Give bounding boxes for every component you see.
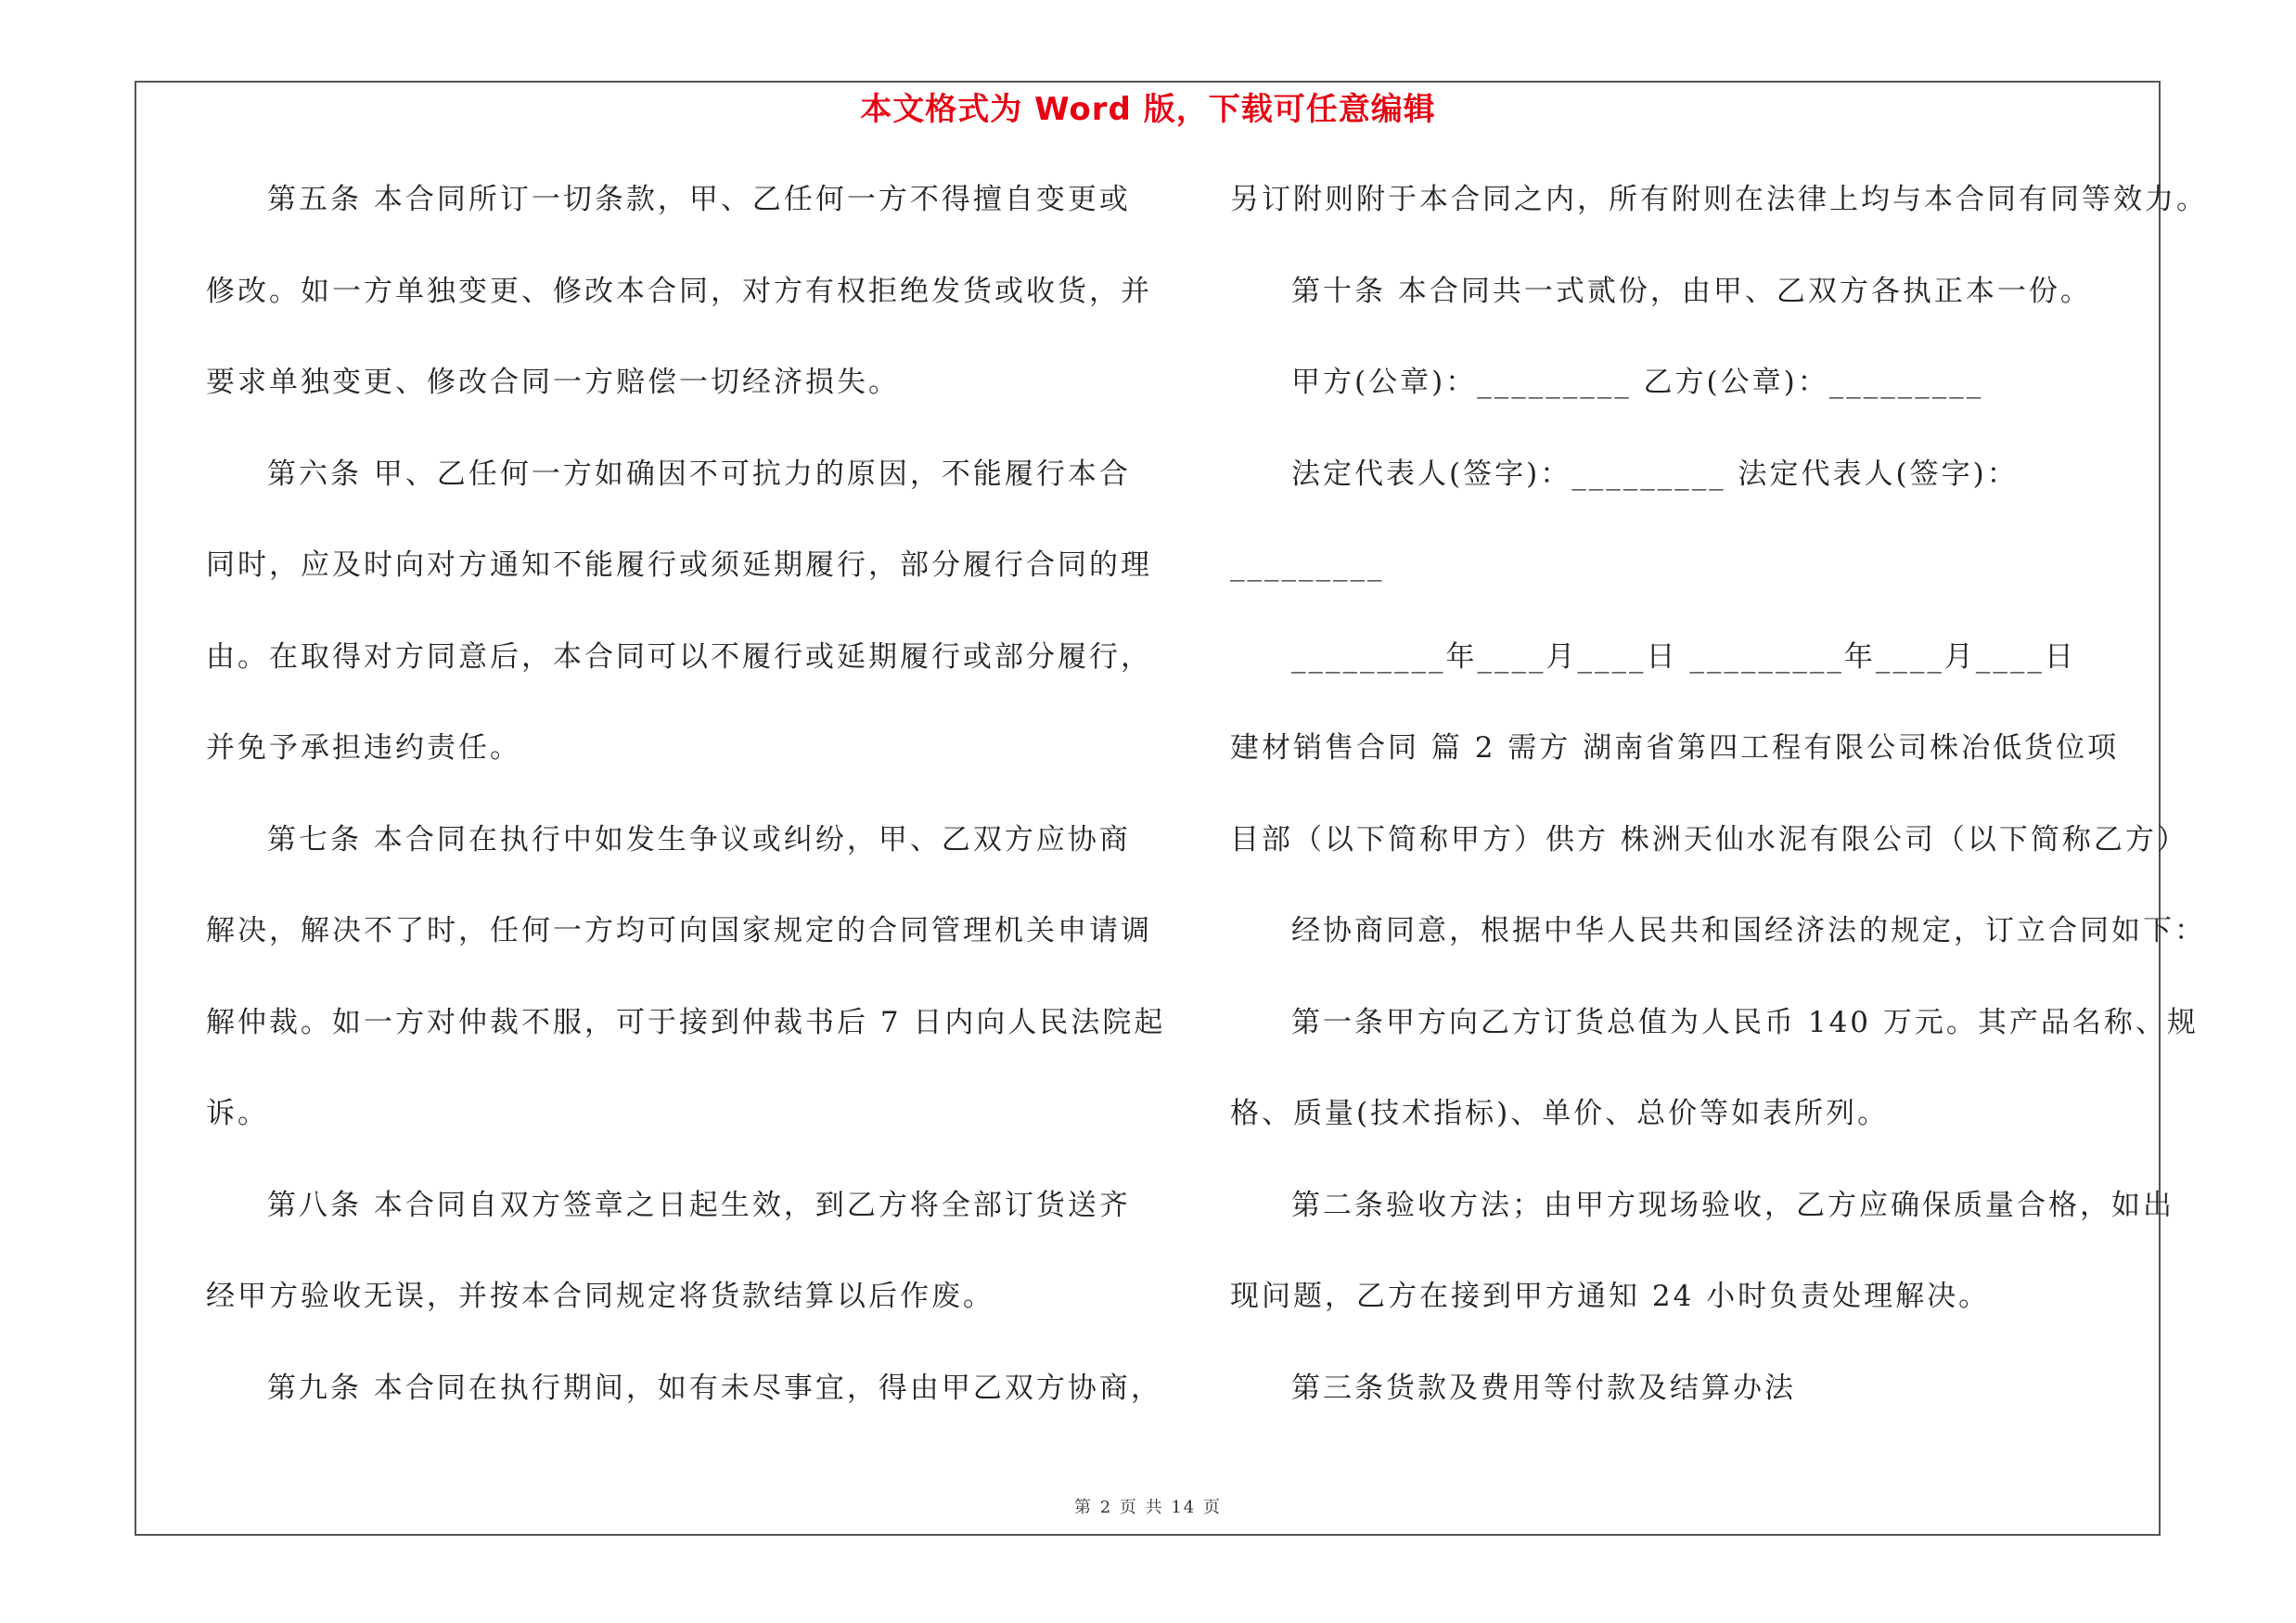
text-line: 经协商同意，根据中华人民共和国经济法的规定，订立合同如下：: [1291, 914, 2206, 947]
text-line: _________年____月____日 _________年____月____日: [1291, 639, 2076, 674]
text-line: 第二条验收方法；由甲方现场验收，乙方应确保质量合格，如出: [1291, 1188, 2174, 1222]
text-line: 第七条 本合同在执行中如发生争议或纠纷，甲、乙双方应协商: [267, 822, 1131, 857]
text-line: 建材销售合同 篇 2 需方 湖南省第四工程有限公司株冶低货位项: [1230, 731, 2120, 765]
text-line: 诉。: [206, 1097, 269, 1130]
text-line: 修改。如一方单独变更、修改本合同，对方有权拒绝发货或收货，并: [206, 274, 1152, 308]
text-line: 目部（以下简称甲方）供方 株洲天仙水泥有限公司（以下简称乙方）: [1230, 822, 2188, 857]
text-line: 第三条货款及费用等付款及结算办法: [1291, 1371, 1796, 1405]
page-number-footer: 第 2 页 共 14 页: [1074, 1498, 1222, 1517]
text-line: 要求单独变更、修改合同一方赔偿一切经济损失。: [206, 366, 900, 399]
text-line: 并免予承担违约责任。: [206, 731, 521, 765]
text-line: 第八条 本合同自双方签章之日起生效，到乙方将全部订货送齐: [267, 1188, 1131, 1222]
text-line: 甲方(公章)：_________ 乙方(公章)：_________: [1291, 366, 1984, 399]
text-line: 第一条甲方向乙方订货总值为人民币 140 万元。其产品名称、规: [1291, 1005, 2199, 1039]
text-line: 法定代表人(签字)：_________ 法定代表人(签字)：: [1291, 457, 2019, 491]
text-line: 第九条 本合同在执行期间，如有未尽事宜，得由甲乙双方协商，: [267, 1371, 1162, 1405]
text-line: 同时，应及时向对方通知不能履行或须延期履行，部分履行合同的理: [206, 548, 1152, 582]
text-line: 第十条 本合同共一式贰份，由甲、乙双方各执正本一份。: [1291, 274, 2092, 308]
text-line: _________: [1230, 548, 1385, 582]
text-line: 解决，解决不了时，任何一方均可向国家规定的合同管理机关申请调: [206, 914, 1152, 947]
text-line: 另订附则附于本合同之内，所有附则在法律上均与本合同有同等效力。: [1230, 183, 2208, 216]
text-line: 第五条 本合同所订一切条款，甲、乙任何一方不得擅自变更或: [267, 183, 1131, 216]
text-line: 由。在取得对方同意后，本合同可以不履行或延期履行或部分履行，: [206, 639, 1152, 674]
text-line: 解仲裁。如一方对仲裁不服，可于接到仲裁书后 7 日内向人民法院起: [206, 1005, 1166, 1039]
document-banner: 本文格式为 Word 版，下载可任意编辑: [860, 91, 1436, 128]
text-line: 第六条 甲、乙任何一方如确因不可抗力的原因，不能履行本合: [267, 457, 1131, 491]
text-line: 经甲方验收无误，并按本合同规定将货款结算以后作废。: [206, 1280, 994, 1313]
text-line: 现问题，乙方在接到甲方通知 24 小时负责处理解决。: [1230, 1280, 1991, 1313]
text-line: 格、质量(技术指标)、单价、总价等如表所列。: [1230, 1097, 1890, 1130]
